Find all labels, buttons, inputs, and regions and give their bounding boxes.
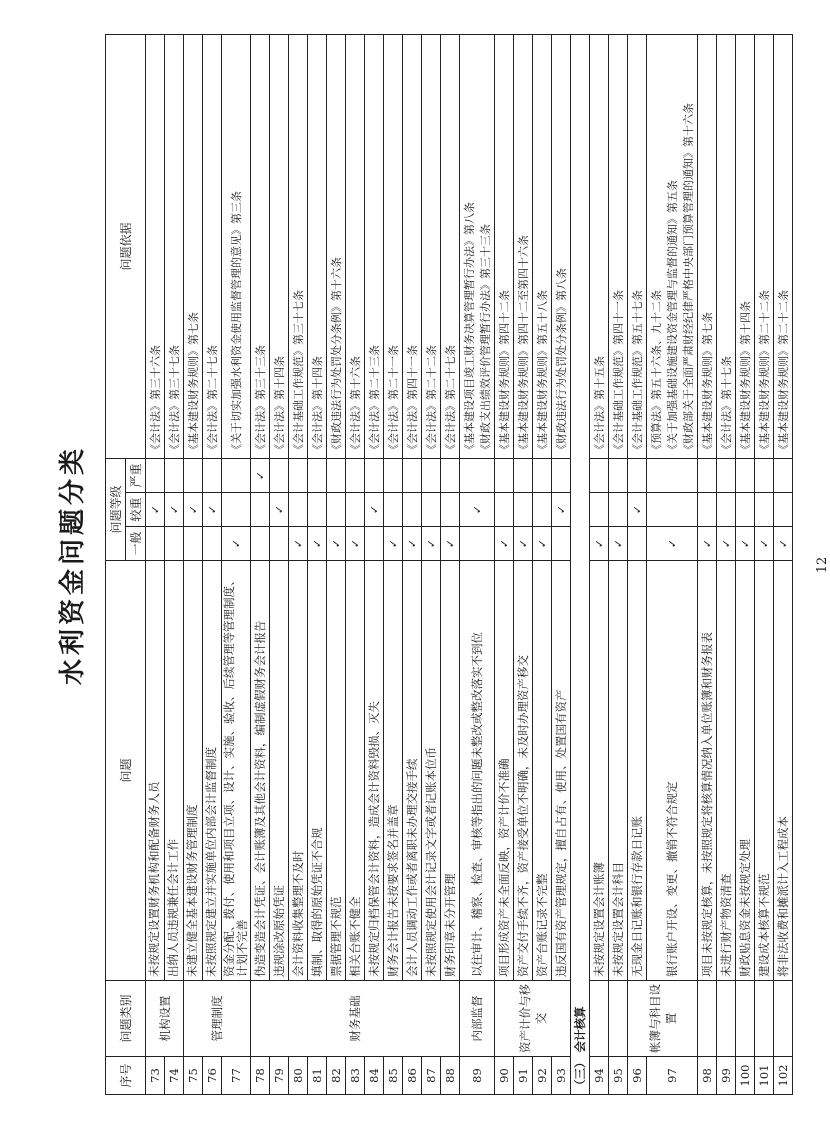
basis-line: 《财政支出绩效评价管理暂行办法》第三十三条 — [479, 223, 493, 455]
row-problem: 未按照规定建立并实施单位内部会计监督制度 — [203, 561, 222, 981]
row-level-m — [717, 493, 736, 527]
row-seq: 88 — [441, 1057, 460, 1095]
header-level: 问题等级 — [106, 458, 126, 560]
table-row — [346, 34, 365, 1094]
row-problem: 财务印章未分开管理 — [441, 561, 460, 981]
row-problem: 违反国有资产管理规定，擅自占有、使用、处置国有资产 — [552, 561, 571, 981]
row-level-s — [222, 458, 251, 492]
row-seq: 89 — [460, 1057, 495, 1095]
table-row — [609, 34, 628, 1094]
row-basis — [365, 34, 384, 458]
row-level-m — [346, 493, 365, 527]
row-level-m — [647, 493, 698, 527]
row-problem: 相关台账不健全 — [346, 561, 365, 981]
row-seq: 92 — [533, 1057, 552, 1095]
row-level-g: ✓ — [422, 527, 441, 561]
row-seq: 86 — [403, 1057, 422, 1095]
row-seq: 83 — [346, 1057, 365, 1095]
row-level-s — [717, 458, 736, 492]
row-problem: 违规涂改原始凭证 — [270, 561, 289, 981]
row-level-m: ✓ — [628, 493, 647, 527]
header-general: 一般 — [126, 527, 146, 561]
row-seq: 100 — [736, 1057, 755, 1095]
row-problem: 票据管理不规范 — [327, 561, 346, 981]
basis-line: 《会计法》第四十一条 — [406, 344, 420, 455]
row-level-m: ✓ — [552, 493, 571, 527]
row-basis — [346, 34, 365, 458]
row-basis — [422, 34, 441, 458]
row-level-m — [289, 493, 308, 527]
row-level-s — [628, 458, 647, 492]
row-basis — [184, 34, 203, 458]
row-basis — [403, 34, 422, 458]
table-row — [384, 34, 403, 1094]
row-level-m — [327, 493, 346, 527]
row-basis — [609, 34, 628, 458]
table-row — [590, 34, 609, 1094]
row-level-g: ✓ — [495, 527, 514, 561]
row-level-g: ✓ — [774, 527, 793, 561]
row-level-g: ✓ — [514, 527, 533, 561]
header-moderate: 较重 — [126, 493, 146, 527]
row-category: 机构设置 — [146, 981, 184, 1057]
row-basis — [165, 34, 184, 458]
row-problem: 会计资料收集整理不及时 — [289, 561, 308, 981]
row-level-m — [755, 493, 774, 527]
row-seq: 97 — [647, 1057, 698, 1095]
table-row — [698, 34, 717, 1094]
header-severe: 严重 — [126, 458, 146, 492]
row-basis — [647, 34, 698, 458]
row-level-g: ✓ — [609, 527, 628, 561]
table-row — [184, 34, 203, 1094]
table-body — [146, 34, 793, 1094]
row-problem: 无现金日记账和银行存款日记账 — [628, 561, 647, 981]
row-level-m — [495, 493, 514, 527]
basis-line: 《基本建设财务规则》第七条 — [701, 311, 715, 455]
basis-line: 《会计法》第三十三条 — [254, 344, 268, 455]
row-level-g: ✓ — [289, 527, 308, 561]
row-seq: 78 — [251, 1057, 270, 1095]
row-level-g — [165, 527, 184, 561]
row-level-g: ✓ — [403, 527, 422, 561]
row-level-s — [346, 458, 365, 492]
basis-line: 《会计基础工作规范》第四十一条 — [612, 289, 626, 455]
row-level-s — [736, 458, 755, 492]
basis-line: 《会计法》第二十三条 — [368, 344, 382, 455]
row-level-g — [251, 527, 270, 561]
row-seq: 76 — [203, 1057, 222, 1095]
row-level-m — [422, 493, 441, 527]
row-basis — [270, 34, 289, 458]
row-problem: 项目形成资产未全面反映，资产计价不准确 — [495, 561, 514, 981]
row-seq: 94 — [590, 1057, 609, 1095]
row-level-g: ✓ — [736, 527, 755, 561]
row-problem: 未建立健全基本建设财务管理制度 — [184, 561, 203, 981]
row-level-g — [460, 527, 495, 561]
row-level-s — [514, 458, 533, 492]
row-problem: 会计人员调动工作或者离职未办理交接手续 — [403, 561, 422, 981]
row-level-g — [552, 527, 571, 561]
basis-line: 《预算法》第五十六条、九十二条 — [650, 289, 664, 455]
row-level-g: ✓ — [533, 527, 552, 561]
row-category — [736, 981, 755, 1057]
table-row — [422, 34, 441, 1094]
row-level-s — [755, 458, 774, 492]
row-level-s — [308, 458, 327, 492]
row-level-s — [289, 458, 308, 492]
basis-line: 《财政违法行为处罚处分条例》第八条 — [555, 267, 569, 455]
basis-line: 《会计基础工作规范》第三十七条 — [292, 289, 306, 455]
row-seq: 98 — [698, 1057, 717, 1095]
row-seq: 96 — [628, 1057, 647, 1095]
basis-line: 《基本建设财务规则》第四十二至第四十六条 — [517, 234, 531, 455]
row-problem: 银行账户开设、变更、撤销不符合规定 — [647, 561, 698, 981]
table-row — [203, 34, 222, 1094]
row-category — [609, 981, 628, 1057]
row-problem: 伪造变造会计凭证、会计账簿及其他会计资料，编制虚假财务会计报告 — [251, 561, 270, 981]
row-basis — [590, 34, 609, 458]
table-row — [308, 34, 327, 1094]
table-row — [327, 34, 346, 1094]
row-seq: 79 — [270, 1057, 289, 1095]
table-row — [165, 34, 184, 1094]
row-basis — [514, 34, 533, 458]
basis-line: 《基本建设财务规则》第四十二条 — [498, 289, 512, 455]
row-level-g: ✓ — [647, 527, 698, 561]
row-basis — [146, 34, 165, 458]
row-problem: 资产交付手续不齐，资产接受单位不明确，未及时办理资产移交 — [514, 561, 533, 981]
row-category: 管理制度 — [184, 981, 251, 1057]
row-level-g: ✓ — [441, 527, 460, 561]
table-row — [222, 34, 251, 1094]
row-seq: 84 — [365, 1057, 384, 1095]
table-row — [628, 34, 647, 1094]
row-seq: 91 — [514, 1057, 533, 1095]
header-category: 问题类别 — [106, 981, 146, 1057]
row-level-m — [736, 493, 755, 527]
row-seq: 81 — [308, 1057, 327, 1095]
row-basis — [384, 34, 403, 458]
row-level-s — [184, 458, 203, 492]
row-level-g: ✓ — [384, 527, 403, 561]
row-basis — [698, 34, 717, 458]
row-basis — [327, 34, 346, 458]
row-level-s — [495, 458, 514, 492]
row-level-g — [146, 527, 165, 561]
row-level-g: ✓ — [222, 527, 251, 561]
row-basis — [441, 34, 460, 458]
row-level-m — [403, 493, 422, 527]
page-number: 12 — [815, 556, 830, 574]
row-level-m: ✓ — [365, 493, 384, 527]
row-level-g — [628, 527, 647, 561]
row-problem: 填制、取得的原始凭证不合规 — [308, 561, 327, 981]
row-problem: 财政贴息资金未按规定处理 — [736, 561, 755, 981]
row-basis — [755, 34, 774, 458]
table-row — [514, 34, 533, 1094]
row-level-g: ✓ — [717, 527, 736, 561]
row-level-s — [460, 458, 495, 492]
row-seq: 90 — [495, 1057, 514, 1095]
row-problem: 未按规定设置会计账簿 — [590, 561, 609, 981]
row-level-s — [422, 458, 441, 492]
row-basis — [251, 34, 270, 458]
row-category — [774, 981, 793, 1057]
row-basis — [289, 34, 308, 458]
row-level-m: ✓ — [270, 493, 289, 527]
row-basis — [460, 34, 495, 458]
row-seq: 93 — [552, 1057, 571, 1095]
row-category: 内部监督 — [460, 981, 495, 1057]
row-level-m: ✓ — [184, 493, 203, 527]
row-level-s — [165, 458, 184, 492]
row-level-s — [698, 458, 717, 492]
row-problem: 未按规定设置财务机构和配备财务人员 — [146, 561, 165, 981]
basis-line: 《基本建设财务规则》第二十二条 — [758, 289, 772, 455]
row-seq: 73 — [146, 1057, 165, 1095]
basis-line: 《关于加强基础设施建设资金管理与监督的通知》第五条 — [666, 179, 680, 455]
row-category: 资产计价与移交 — [495, 981, 571, 1057]
row-level-s — [203, 458, 222, 492]
row-level-s — [647, 458, 698, 492]
row-seq: 75 — [184, 1057, 203, 1095]
row-category — [698, 981, 717, 1057]
row-problem: 出纳人员违规兼任会计工作 — [165, 561, 184, 981]
header-problem: 问题 — [106, 561, 146, 981]
row-level-m — [609, 493, 628, 527]
row-basis — [495, 34, 514, 458]
table-row — [403, 34, 422, 1094]
row-level-s — [590, 458, 609, 492]
row-level-s — [441, 458, 460, 492]
table-row — [552, 34, 571, 1094]
table-row — [647, 34, 698, 1094]
basis-line: 《财政部关于全面严肃财经纪律严格中央部门预算管理的通知》第十六条 — [682, 102, 696, 455]
row-seq: 82 — [327, 1057, 346, 1095]
row-level-g — [184, 527, 203, 561]
row-level-g — [203, 527, 222, 561]
row-basis — [308, 34, 327, 458]
table-row — [495, 34, 514, 1094]
row-level-s — [552, 458, 571, 492]
row-level-g: ✓ — [698, 527, 717, 561]
row-level-m — [533, 493, 552, 527]
row-level-s — [365, 458, 384, 492]
table-row — [365, 34, 384, 1094]
table-row — [774, 34, 793, 1094]
row-level-m — [441, 493, 460, 527]
row-level-m — [222, 493, 251, 527]
header-basis: 问题依据 — [106, 34, 146, 458]
row-problem: 将非法收费和摊派计入工程成本 — [774, 561, 793, 981]
row-problem: 建设成本核算不规范 — [755, 561, 774, 981]
row-category: 帐簿与科目设置 — [628, 981, 698, 1057]
basis-line: 《会计法》第二十一条 — [387, 344, 401, 455]
row-level-m: ✓ — [203, 493, 222, 527]
row-level-s: ✓ — [251, 458, 270, 492]
basis-line: 《会计法》第二十七条 — [206, 344, 219, 455]
row-level-s — [774, 458, 793, 492]
table-row — [289, 34, 308, 1094]
row-level-m — [251, 493, 270, 527]
basis-line: 《基本建设项目竣工财务决算管理暂行办法》第八条 — [463, 201, 477, 455]
basis-line: 《会计法》第十六条 — [349, 355, 363, 455]
row-category — [755, 981, 774, 1057]
row-level-m: ✓ — [165, 493, 184, 527]
row-category — [590, 981, 609, 1057]
document-page — [50, 25, 830, 1105]
problem-classification-table — [105, 34, 793, 1095]
basis-line: 《会计法》第十七条 — [720, 355, 734, 455]
row-seq: 102 — [774, 1057, 793, 1095]
row-level-s — [609, 458, 628, 492]
row-problem: 项目未按规定核算，未按照规定将核算情况纳入单位账簿和财务报表 — [698, 561, 717, 981]
basis-line: 《会计法》第三十六条 — [149, 344, 162, 455]
table-row — [146, 34, 165, 1094]
row-basis — [533, 34, 552, 458]
row-level-s — [327, 458, 346, 492]
row-problem: 以往审计、稽察、检查、审核等指出的问题未整改或整改落实不到位 — [460, 561, 495, 981]
basis-line: 《基本建设财务规则》第五十八条 — [536, 289, 550, 455]
row-seq: 85 — [384, 1057, 403, 1095]
row-level-m — [308, 493, 327, 527]
row-problem: 未按规定设置会计科目 — [609, 561, 628, 981]
row-level-g — [365, 527, 384, 561]
row-basis — [203, 34, 222, 458]
row-level-g: ✓ — [755, 527, 774, 561]
row-level-g: ✓ — [327, 527, 346, 561]
row-category — [717, 981, 736, 1057]
row-seq: 74 — [165, 1057, 184, 1095]
basis-line: 《关于切实加强水利资金使用监督管理的意见》第三条 — [230, 190, 244, 455]
row-basis — [628, 34, 647, 458]
row-level-s — [270, 458, 289, 492]
header-seq: 序号 — [106, 1057, 146, 1095]
row-level-s — [403, 458, 422, 492]
row-level-m: ✓ — [146, 493, 165, 527]
row-problem: 未进行财产物资清查 — [717, 561, 736, 981]
row-level-s — [384, 458, 403, 492]
basis-line: 《基本建设财务规则》第七条 — [187, 311, 200, 455]
table-row — [717, 34, 736, 1094]
row-basis — [717, 34, 736, 458]
row-level-g: ✓ — [346, 527, 365, 561]
row-problem: 财务会计报告未按要求签名并盖章 — [384, 561, 403, 981]
basis-line: 《会计法》第二十七条 — [444, 344, 458, 455]
row-seq: 95 — [609, 1057, 628, 1095]
basis-line: 《会计法》第十四条 — [273, 355, 287, 455]
table-row — [533, 34, 552, 1094]
row-seq: 101 — [755, 1057, 774, 1095]
row-seq: 99 — [717, 1057, 736, 1095]
row-seq: 80 — [289, 1057, 308, 1095]
table-row — [755, 34, 774, 1094]
table-row — [460, 34, 495, 1094]
row-problem: 未按照规定使用会计记录文字或者记账本位币 — [422, 561, 441, 981]
row-level-m: ✓ — [460, 493, 495, 527]
basis-line: 《基本建设财务规则》第十四条 — [739, 300, 753, 455]
row-level-m — [774, 493, 793, 527]
basis-line: 《会计法》第十五条 — [593, 355, 607, 455]
row-level-g: ✓ — [308, 527, 327, 561]
row-problem: 资产台账记录不完整 — [533, 561, 552, 981]
row-category: 财务基础 — [251, 981, 460, 1057]
row-basis — [222, 34, 251, 458]
row-level-s — [533, 458, 552, 492]
row-seq: 77 — [222, 1057, 251, 1095]
table-row — [736, 34, 755, 1094]
basis-line: 《财政违法行为处罚处分条例》第十六条 — [330, 256, 344, 455]
row-level-g — [270, 527, 289, 561]
table-row — [441, 34, 460, 1094]
row-problem: 资金分配、拨付、使用和项目立项、设计、实施、验收、后续管理等管理制度、计划不完善 — [222, 561, 251, 981]
row-level-g: ✓ — [590, 527, 609, 561]
basis-line: 《会计法》第二十二条 — [425, 344, 439, 455]
row-level-m — [698, 493, 717, 527]
row-level-m — [514, 493, 533, 527]
row-basis — [552, 34, 571, 458]
row-level-m — [384, 493, 403, 527]
row-level-m — [590, 493, 609, 527]
row-seq: 87 — [422, 1057, 441, 1095]
table-row — [270, 34, 289, 1094]
row-problem: 未按规定归档保管会计资料，造成会计资料毁损、灭失 — [365, 561, 384, 981]
row-basis — [774, 34, 793, 458]
page-title: 水利资金问题分类 — [58, 445, 88, 686]
table-row — [251, 34, 270, 1094]
row-level-s — [146, 458, 165, 492]
basis-line: 《会计法》第三十七条 — [168, 344, 181, 455]
basis-line: 《会计法》第十四条 — [311, 355, 325, 455]
basis-line: 《会计基础工作规范》第五十七条 — [631, 289, 645, 455]
section-title: （三） 会计核算 — [571, 34, 590, 1094]
row-basis — [736, 34, 755, 458]
basis-line: 《基本建设财务规则》第二十二条 — [777, 289, 791, 455]
section-header-row — [571, 34, 590, 1094]
